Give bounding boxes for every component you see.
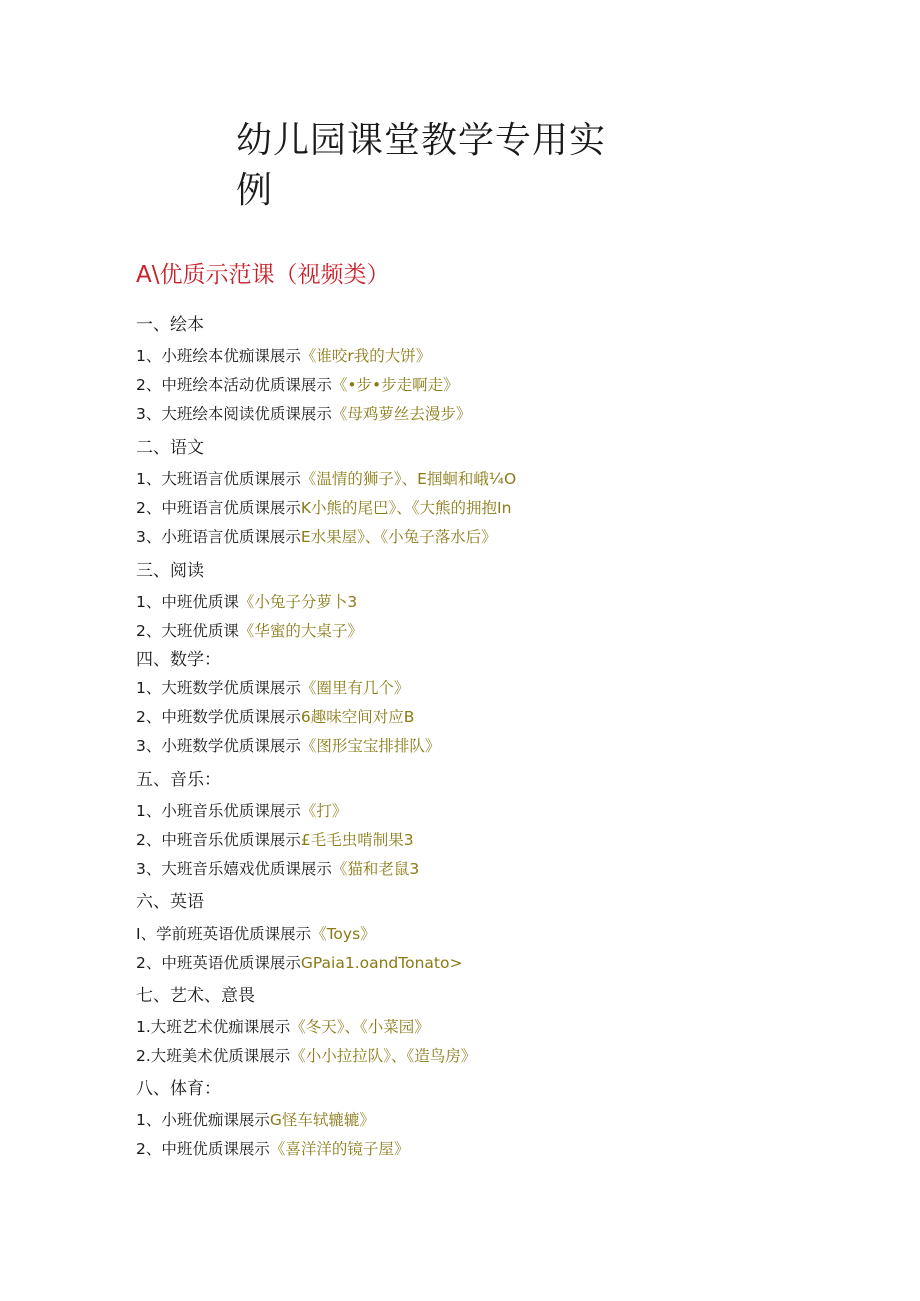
category-heading-pe: 八、体育：: [136, 1079, 221, 1099]
lesson-title: 《喜洋洋的镜子屋》: [269, 1140, 410, 1158]
section-heading: A\优质示范课（视频类）: [136, 262, 390, 288]
list-item: [136, 374, 459, 396]
list-item: [136, 591, 357, 613]
list-item: [136, 800, 347, 822]
list-item: [136, 923, 376, 945]
item-prefix: 1、中班优质课: [136, 593, 239, 611]
lesson-title: 《母鸡萝丝去漫步》: [331, 405, 472, 423]
lesson-title: 《华蜜的大桌子》: [238, 622, 363, 640]
item-prefix: 1、大班语言优质课展示: [136, 470, 301, 488]
list-item: [136, 1016, 430, 1038]
lesson-title: 《Toys》: [311, 925, 376, 943]
item-prefix: 3、小班数学优质课展示: [136, 737, 301, 755]
lesson-title: 《冬天》、《小菜园》: [290, 1018, 430, 1036]
lesson-title: 《温情的狮子》、E掴蛔和峨¼O: [300, 470, 517, 488]
category-heading-english: 六、英语: [136, 892, 204, 912]
list-item: [136, 1138, 409, 1160]
list-item: [136, 735, 440, 757]
list-item: [136, 706, 414, 728]
list-item: [136, 677, 409, 699]
item-prefix: 2、中班优质课展示: [136, 1140, 270, 1158]
item-prefix: 1、小班绘本优痂课展示: [136, 347, 301, 365]
item-prefix: 2、中班语言优质课展示: [136, 499, 301, 517]
lesson-title: 《图形宝宝排排队》: [300, 737, 441, 755]
list-item: [136, 526, 497, 548]
item-prefix: 2.大班美术优质课展示: [136, 1047, 291, 1065]
list-item: [136, 858, 419, 880]
lesson-title: 《打》: [300, 802, 348, 820]
document-title: 幼儿园课堂教学专用实例: [236, 120, 607, 211]
item-prefix: 2、中班音乐优质课展示: [136, 831, 301, 849]
item-prefix: 2、大班优质课: [136, 622, 239, 640]
category-heading-music: 五、音乐：: [136, 770, 221, 790]
category-heading-picture-books: 一、绘本: [136, 315, 204, 335]
category-heading-reading: 三、阅读: [136, 561, 204, 581]
lesson-title: 《圈里有几个》: [300, 679, 410, 697]
list-item: [136, 345, 431, 367]
lesson-title: G怪车轼辘辘》: [269, 1111, 375, 1129]
item-prefix: 2、中班英语优质课展示: [136, 954, 301, 972]
category-heading-math: 四、数学：: [136, 650, 221, 670]
category-heading-art: 七、艺术、意畏: [136, 986, 255, 1006]
list-item: [136, 1045, 476, 1067]
item-prefix: 3、小班语言优质课展示: [136, 528, 301, 546]
lesson-title: 《谁咬r我的大饼》: [300, 347, 432, 365]
category-heading-language: 二、语文: [136, 438, 204, 458]
item-prefix: 2、中班绘本活动优质课展示: [136, 376, 332, 394]
item-prefix: 1、小班音乐优质课展示: [136, 802, 301, 820]
item-prefix: 1.大班艺术优痂课展示: [136, 1018, 291, 1036]
item-prefix: 1、大班数学优质课展示: [136, 679, 301, 697]
item-prefix: 2、中班数学优质课展示: [136, 708, 301, 726]
list-item: [136, 468, 516, 490]
item-prefix: 3、大班音乐嬉戏优质课展示: [136, 860, 332, 878]
list-item: [136, 829, 414, 851]
lesson-title: K小熊的尾巴》、《大熊的拥抱In: [300, 499, 512, 517]
list-item: [136, 952, 462, 974]
item-prefix: 1、小班优痂课展示: [136, 1111, 270, 1129]
lesson-title: £毛毛虫啃制果3: [300, 831, 414, 849]
item-prefix: I、学前班英语优质课展示: [136, 925, 312, 943]
lesson-title: GPaia1.oandTonato>: [300, 954, 463, 972]
lesson-title: 《•步•步走啊走》: [331, 376, 459, 394]
lesson-title: 6趣味空间对应B: [300, 708, 415, 726]
item-prefix: 3、大班绘本阅读优质课展示: [136, 405, 332, 423]
list-item: [136, 1109, 375, 1131]
lesson-title: 《小兔子分萝卜3: [238, 593, 358, 611]
lesson-title: 《小小拉拉队》、《造鸟房》: [290, 1047, 477, 1065]
list-item: [136, 403, 471, 425]
lesson-title: 《猫和老鼠3: [331, 860, 420, 878]
list-item: [136, 497, 511, 519]
lesson-title: E水果屋》、《小兔子落水后》: [300, 528, 497, 546]
list-item: [136, 620, 363, 642]
